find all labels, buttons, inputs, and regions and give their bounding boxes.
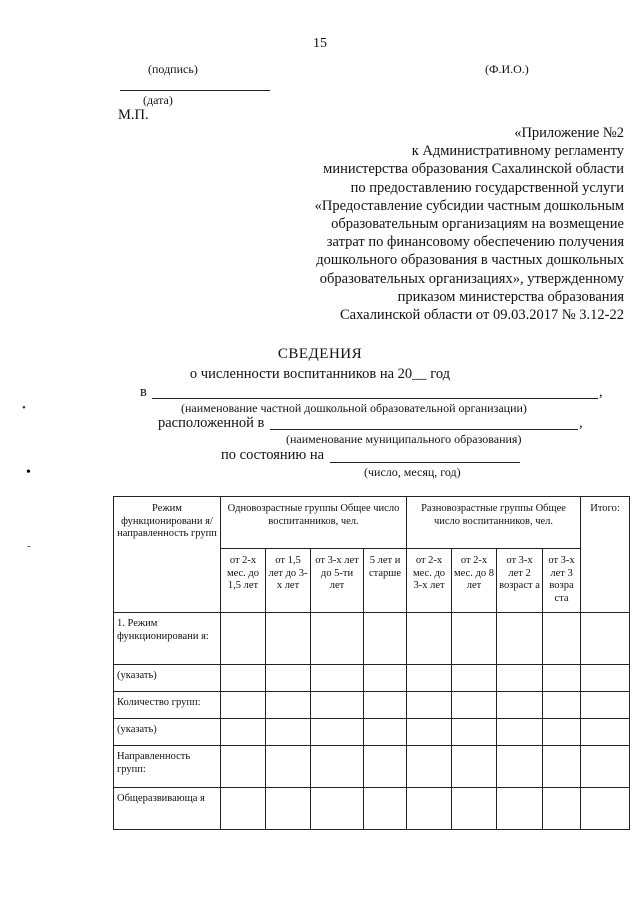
appendix-line: приказом министерства образования	[397, 288, 624, 305]
subcol-header: от 3-х лет 2 возраст а	[497, 549, 543, 613]
table-cell[interactable]	[266, 719, 311, 746]
scan-mark: •	[26, 465, 31, 480]
table-cell[interactable]	[543, 613, 581, 665]
table-cell[interactable]	[497, 613, 543, 665]
table-cell[interactable]	[497, 746, 543, 788]
appendix-line: «Приложение №2	[514, 125, 624, 141]
date-caption: (число, месяц, год)	[364, 465, 461, 479]
subcol-header: 5 лет и старше	[364, 549, 407, 613]
table-cell[interactable]	[407, 746, 452, 788]
appendix-line: затрат по финансовому обеспечению получения	[326, 234, 624, 251]
table-cell[interactable]	[266, 613, 311, 665]
table-cell[interactable]	[364, 692, 407, 719]
table-cell[interactable]	[311, 692, 364, 719]
table-cell[interactable]	[266, 746, 311, 788]
table-cell[interactable]	[581, 746, 630, 788]
table-cell[interactable]	[311, 613, 364, 665]
state-date-line[interactable]	[330, 462, 520, 463]
subcol-header: от 3-х лет 3 возра ста	[543, 549, 581, 613]
table-cell[interactable]	[452, 788, 497, 830]
table-row-label: 1. Режим функционировани я:	[114, 613, 221, 665]
table-cell[interactable]	[364, 665, 407, 692]
appendix-line: «Предоставление субсидии частным дошкольным	[314, 197, 624, 214]
table-cell[interactable]	[497, 719, 543, 746]
table-cell[interactable]	[311, 665, 364, 692]
table-cell[interactable]	[364, 613, 407, 665]
table-cell[interactable]	[311, 746, 364, 788]
table-cell[interactable]	[311, 788, 364, 830]
form-subtitle: о численности воспитанников на 20__ год	[189, 366, 451, 382]
municipality-caption: (наименование муниципального образования)	[286, 432, 522, 446]
table-cell[interactable]	[581, 719, 630, 746]
table-cell[interactable]	[221, 788, 266, 830]
table-cell[interactable]	[452, 746, 497, 788]
fio-label: (Ф.И.О.)	[485, 62, 529, 76]
table-cell[interactable]	[407, 613, 452, 665]
table-cell[interactable]	[543, 719, 581, 746]
table-cell[interactable]	[543, 692, 581, 719]
table-cell[interactable]	[364, 788, 407, 830]
table-cell[interactable]	[452, 665, 497, 692]
page-number: 15	[313, 36, 327, 51]
subcol-header: от 2-х мес. до 1,5 лет	[221, 549, 266, 613]
org-name-line[interactable]	[152, 398, 598, 399]
total-header: Итого:	[581, 497, 630, 613]
subcol-header: от 1,5 лет до 3-х лет	[266, 549, 311, 613]
table-cell[interactable]	[581, 665, 630, 692]
table-cell[interactable]	[221, 665, 266, 692]
mode-header: Режим функционировани я/ направленность групп	[114, 497, 221, 613]
table-cell[interactable]	[497, 692, 543, 719]
table-cell[interactable]	[581, 692, 630, 719]
table-cell[interactable]	[581, 613, 630, 665]
municipality-line[interactable]	[270, 429, 578, 430]
seal-label: М.П.	[118, 107, 149, 123]
appendix-line: образовательным организациям на возмещение	[331, 216, 624, 233]
table-row-label: (указать)	[114, 719, 221, 746]
appendix-line: образовательных организациях», утвержденному	[319, 270, 624, 287]
form-title: СВЕДЕНИЯ	[277, 346, 363, 362]
table-cell[interactable]	[452, 613, 497, 665]
org-caption: (наименование частной дошкольной образовательной организации)	[181, 401, 527, 415]
table-cell[interactable]	[221, 613, 266, 665]
in-prefix: в	[140, 384, 147, 400]
date-label: (дата)	[143, 93, 173, 107]
table-cell[interactable]	[543, 665, 581, 692]
table-cell[interactable]	[543, 746, 581, 788]
table-cell[interactable]	[407, 665, 452, 692]
appendix-line: к Административному регламенту	[411, 143, 624, 160]
table-cell[interactable]	[221, 746, 266, 788]
table-row-label: Общеразвивающа я	[114, 788, 221, 830]
scan-mark: -	[27, 540, 31, 552]
appendix-line: дошкольного образования в частных дошкольных	[316, 252, 624, 269]
table-cell[interactable]	[407, 719, 452, 746]
appendix-line: Сахалинской области от 09.03.2017 № 3.12-22	[339, 307, 624, 324]
same-age-header: Одновозрастные группы Общее число воспитанников, чел.	[221, 497, 407, 549]
table-cell[interactable]	[497, 665, 543, 692]
table-cell[interactable]	[407, 692, 452, 719]
table-cell[interactable]	[452, 692, 497, 719]
appendix-block	[264, 124, 624, 324]
date-line	[120, 90, 270, 91]
table-cell[interactable]	[364, 719, 407, 746]
table-cell[interactable]	[221, 692, 266, 719]
table-cell[interactable]	[364, 746, 407, 788]
table-cell[interactable]	[311, 719, 364, 746]
table-cell[interactable]	[581, 788, 630, 830]
table-cell[interactable]	[543, 788, 581, 830]
subcol-header: от 2-х мес. до 8 лет	[452, 549, 497, 613]
table-cell[interactable]	[266, 665, 311, 692]
table-cell[interactable]	[407, 788, 452, 830]
table-row-label: (указать)	[114, 665, 221, 692]
table-cell[interactable]	[452, 719, 497, 746]
table-row-label: Направленность групп:	[114, 746, 221, 788]
table-cell[interactable]	[497, 788, 543, 830]
located-prefix: расположенной в	[158, 415, 265, 431]
subcol-header: от 2-х мес. до 3-х лет	[407, 549, 452, 613]
table-cell[interactable]	[266, 692, 311, 719]
comma: ,	[599, 384, 603, 400]
appendix-line: министерства образования Сахалинской области	[323, 161, 624, 178]
scan-mark: •	[22, 402, 26, 414]
table-cell[interactable]	[221, 719, 266, 746]
appendix-line: по предоставлению государственной услуги	[350, 179, 624, 196]
signature-label: (подпись)	[148, 62, 198, 76]
groups-table	[113, 496, 630, 830]
table-row-label: Количество групп:	[114, 692, 221, 719]
table-cell[interactable]	[266, 788, 311, 830]
state-prefix: по состоянию на	[221, 447, 325, 463]
subcol-header: от 3-х лет до 5-ти лет	[311, 549, 364, 613]
mixed-age-header: Разновозрастные группы Общее число воспитанников, чел.	[407, 497, 581, 549]
comma: ,	[579, 415, 583, 431]
